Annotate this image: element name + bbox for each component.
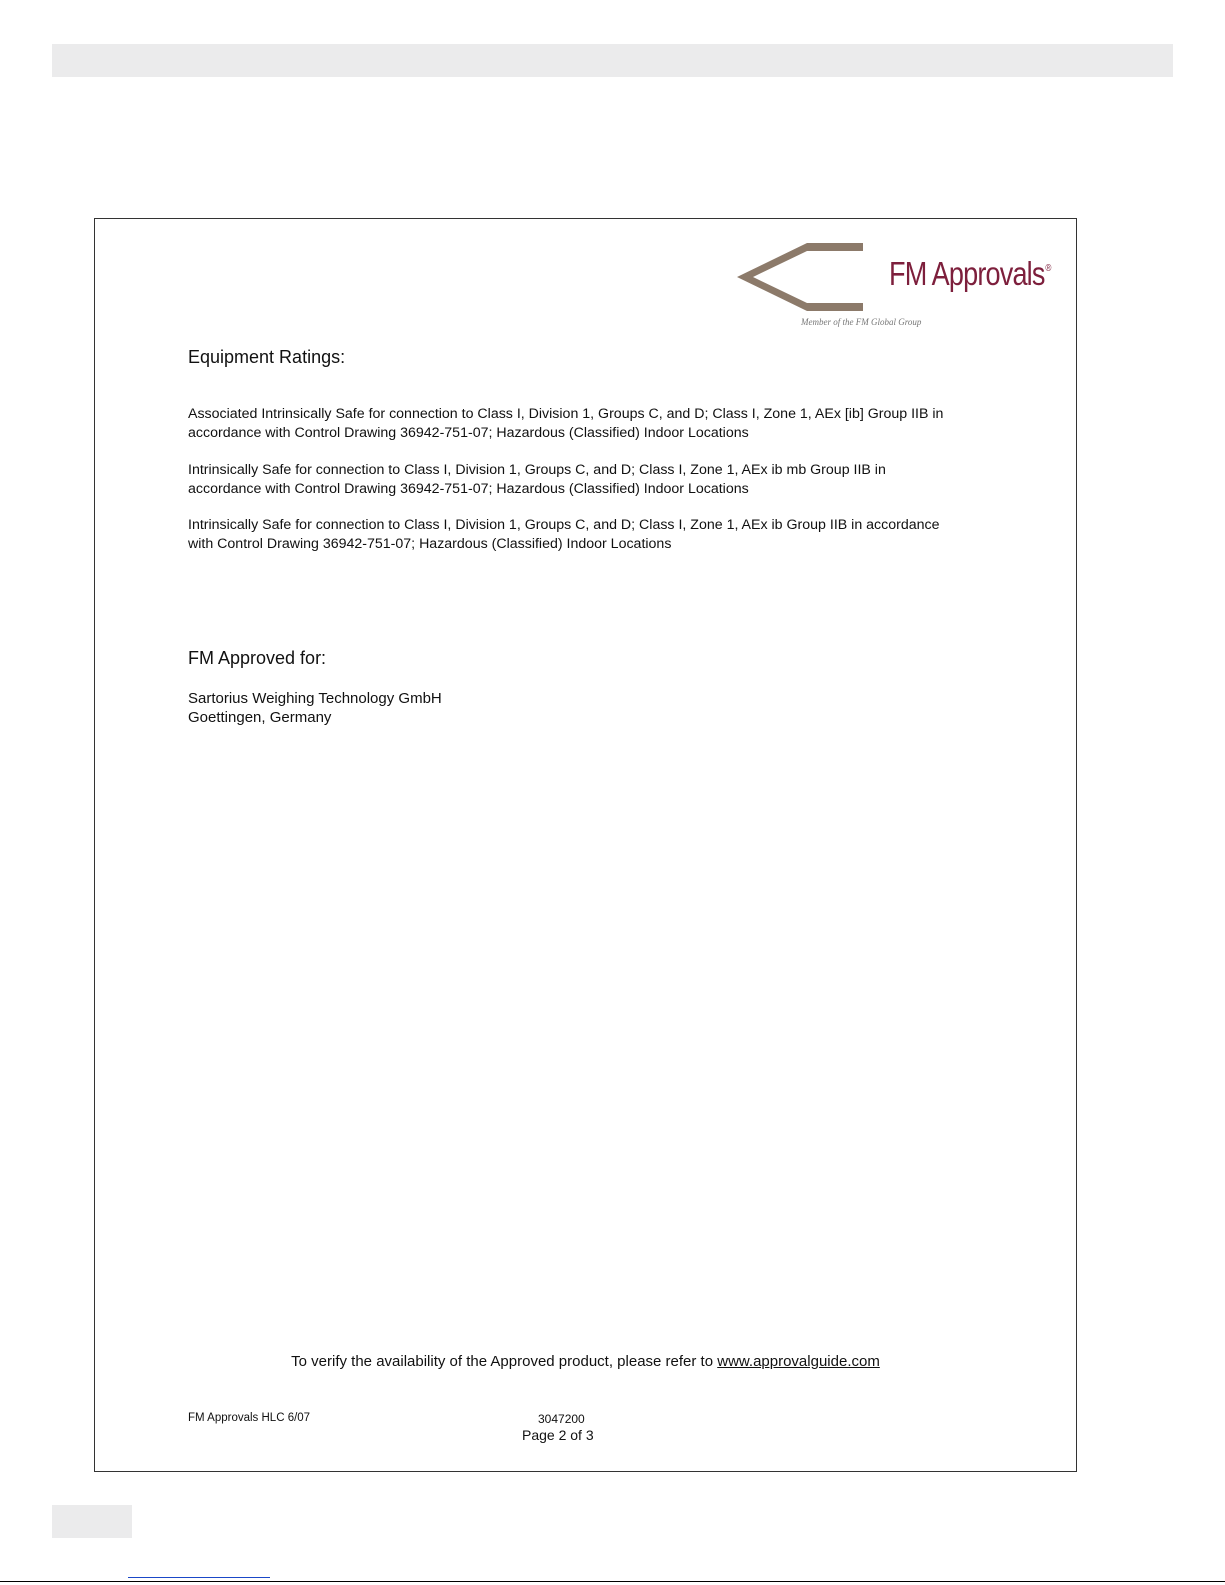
- fm-approvals-logo-text: [889, 255, 1051, 293]
- footer-page-number: Page 2 of 3: [522, 1427, 594, 1443]
- verify-notice: [95, 1353, 1076, 1370]
- footer-form-id: FM Approvals HLC 6/07: [188, 1412, 311, 1424]
- approval-guide-link[interactable]: www.approvalguide.com: [717, 1353, 880, 1370]
- header-bar: [52, 44, 1173, 77]
- footer-certificate-number: 3047200: [538, 1412, 585, 1426]
- bottom-divider: [0, 1581, 1225, 1582]
- logo-tagline: Member of the FM Global Group: [801, 317, 922, 327]
- company-name: Sartorius Weighing Technology GmbH: [188, 690, 442, 707]
- fm-approved-for-heading: FM Approved for:: [188, 648, 327, 668]
- diamond-left-shape: [737, 243, 863, 311]
- registered-mark: ®: [1045, 263, 1051, 274]
- approved-address: [188, 689, 948, 727]
- logo-name: FM Approvals: [889, 255, 1045, 292]
- verify-text: To verify the availability of the Approved product, please refer to: [291, 1353, 718, 1370]
- certificate-page: [94, 218, 1077, 1472]
- rating-paragraph-2: Intrinsically Safe for connection to Class I, Division 1, Groups C, and D; Class I, Zone 1, AEx ib mb Group IIB in accordance with Control Drawing 36942-751-07; Hazardous (Classified) Indoor Locations: [188, 462, 886, 497]
- equipment-ratings-heading: Equipment Ratings:: [188, 347, 346, 367]
- rating-paragraph-1: Associated Intrinsically Safe for connection to Class I, Division 1, Groups C, and D; Class I, Zone 1, AEx [ib] Group IIB in accordance with Control Drawing 36942-751-07; Hazardous (Classified) Indoor Locations: [188, 406, 944, 441]
- rating-paragraph-3: Intrinsically Safe for connection to Class I, Division 1, Groups C, and D; Class I, Zone 1, AEx ib Group IIB in accordance with Control Drawing 36942-751-07; Hazardous (Classified) Indoor Locations: [188, 517, 940, 552]
- company-location: Goettingen, Germany: [188, 709, 332, 726]
- footer-link-underline: [128, 1577, 270, 1578]
- footer-box: [52, 1505, 132, 1538]
